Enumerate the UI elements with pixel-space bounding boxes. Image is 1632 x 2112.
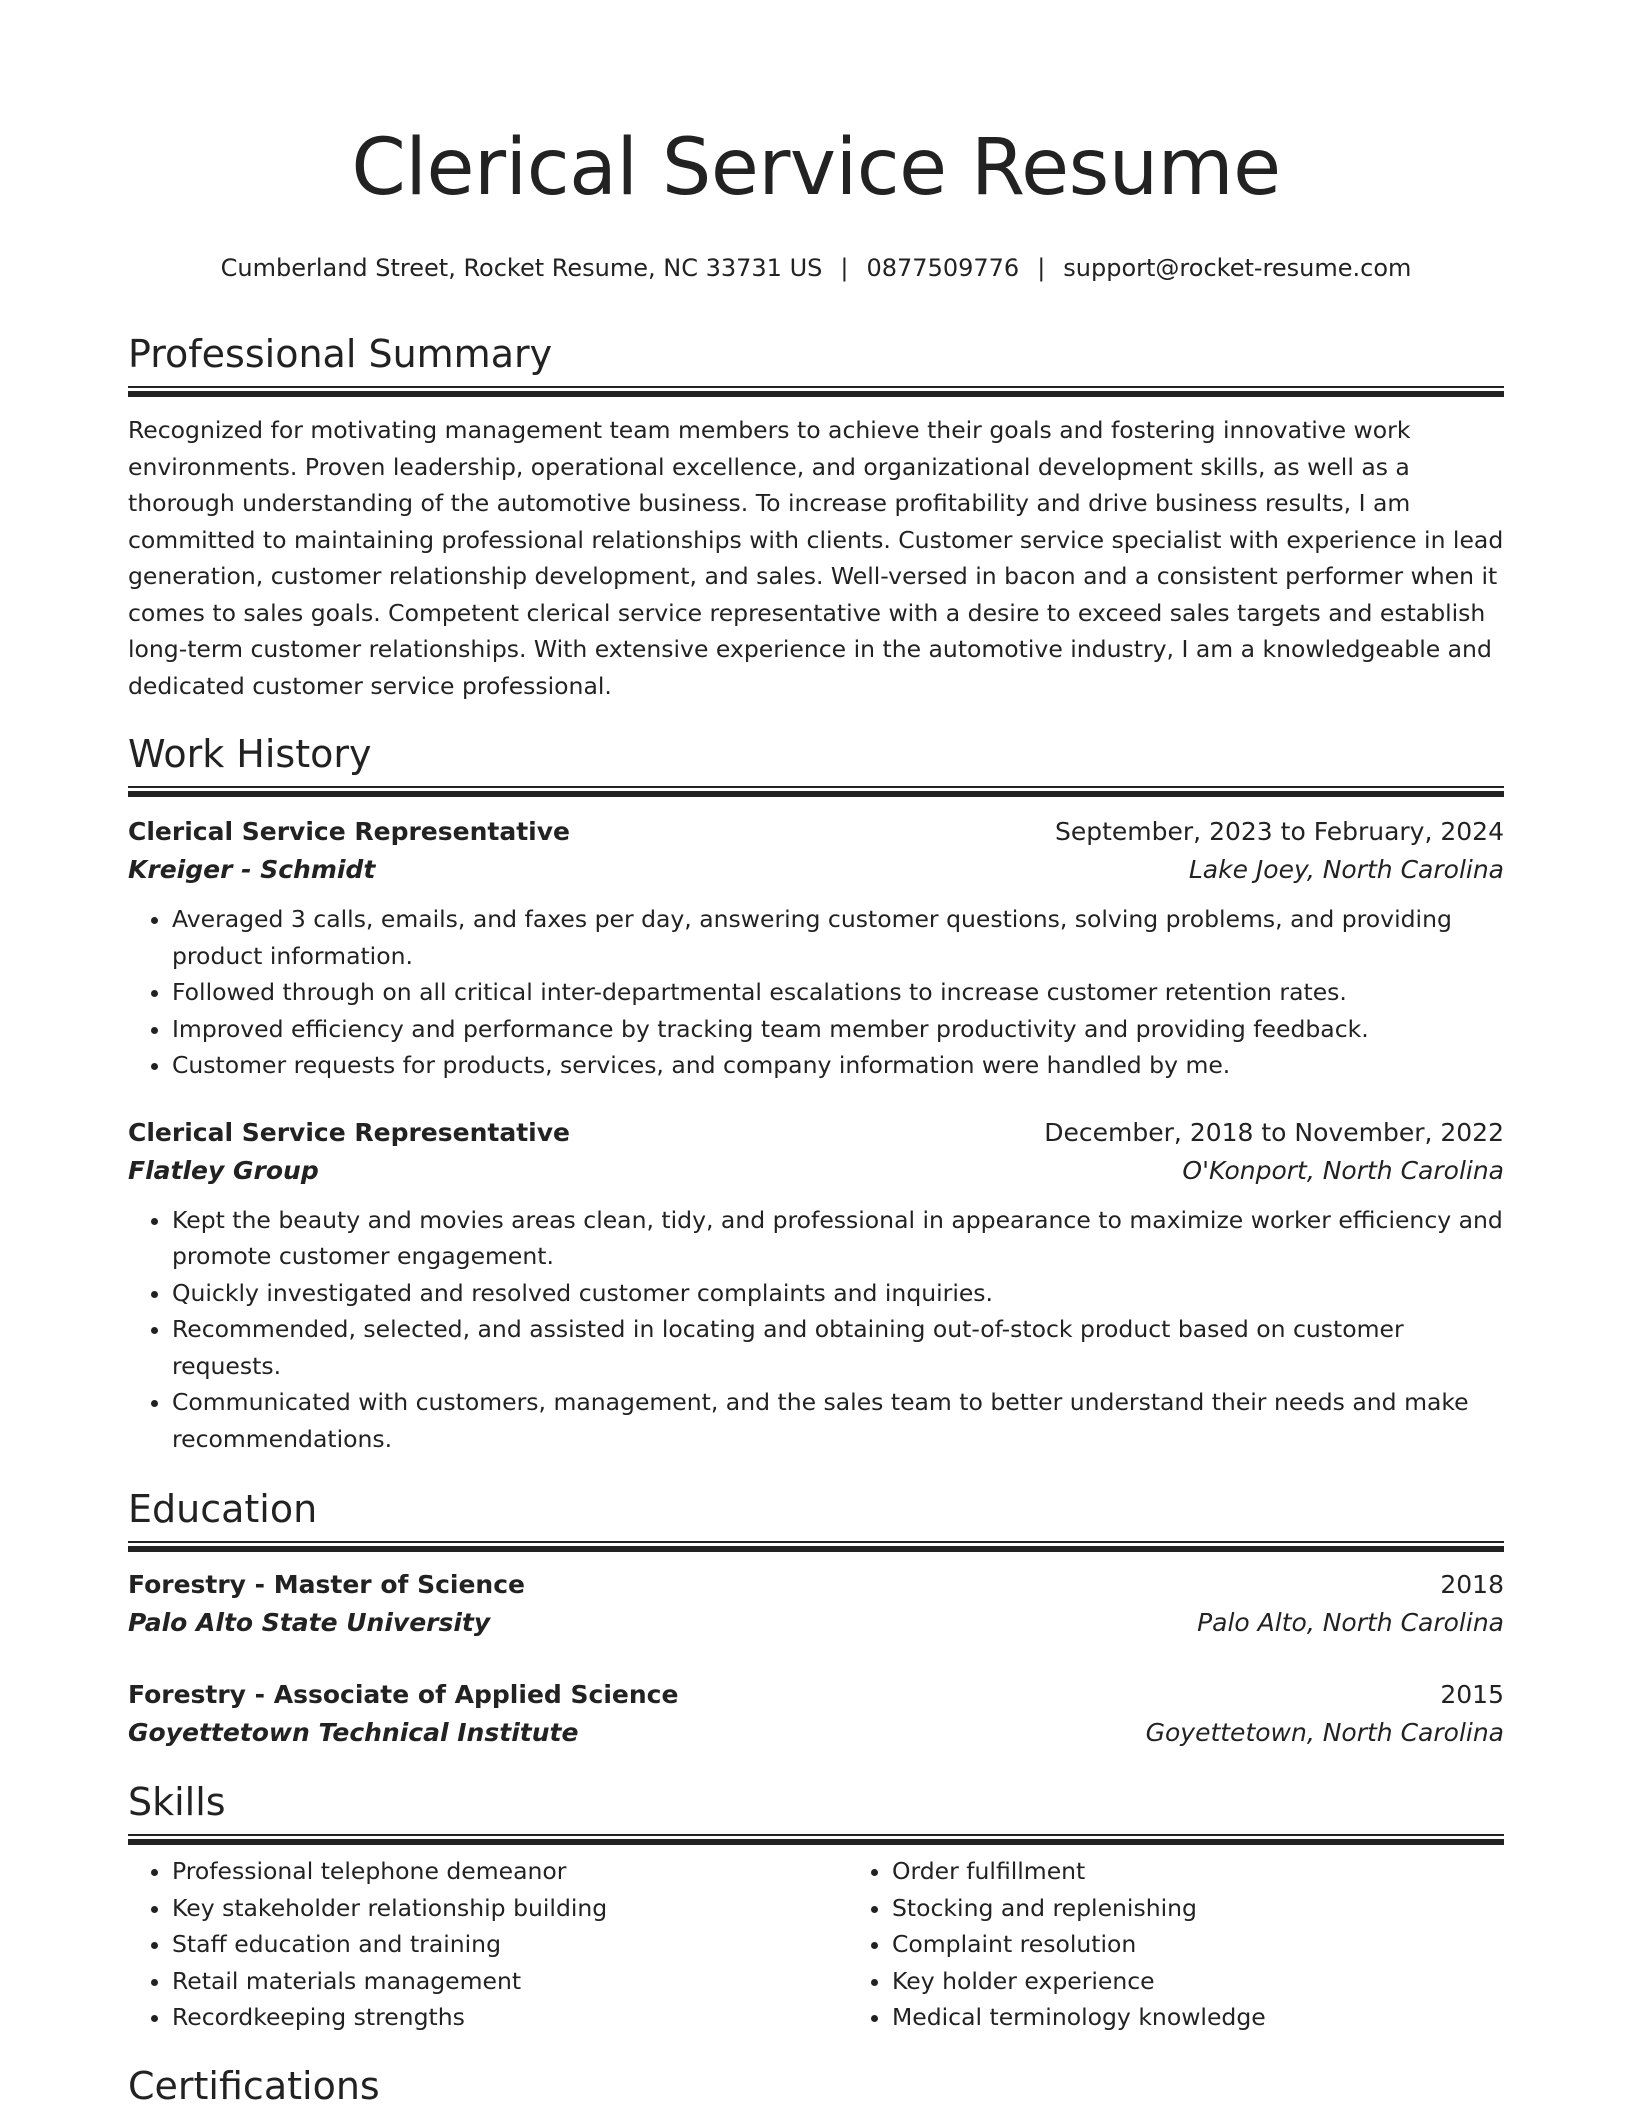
list-item: • Averaged 3 calls, emails, and faxes per day, answering customer questions, solving problems, and providing product information. bbox=[172, 901, 1504, 974]
summary-section bbox=[128, 330, 1504, 704]
skill-item: • Professional telephone demeanor bbox=[172, 1853, 848, 1890]
education-year: 2018 bbox=[1440, 1570, 1504, 1599]
education-location: Palo Alto, North Carolina bbox=[1197, 1608, 1504, 1637]
section-heading: Certifications bbox=[128, 2063, 380, 2108]
list-item: • Customer requests for products, services, and company information were handled by me. bbox=[172, 1047, 1504, 1084]
job-entry bbox=[128, 813, 1504, 1084]
section-heading: Skills bbox=[128, 1780, 226, 1824]
job-dates: December, 2018 to November, 2022 bbox=[1044, 1117, 1504, 1147]
job-bullets bbox=[128, 901, 1504, 1084]
education-entry bbox=[128, 1566, 1504, 1642]
contact-separator: | bbox=[1037, 254, 1046, 282]
section-heading: Education bbox=[128, 1487, 318, 1531]
job-location: O'Konport, North Carolina bbox=[1182, 1155, 1504, 1185]
job-title: Clerical Service Representative bbox=[128, 817, 570, 846]
education-school-row bbox=[128, 1604, 1504, 1642]
list-item: • Followed through on all critical inter-departmental escalations to increase customer retention rates. bbox=[172, 974, 1504, 1011]
education-degree-row bbox=[128, 1566, 1504, 1604]
section-heading: Work History bbox=[128, 732, 372, 776]
list-item: • Kept the beauty and movies areas clean, tidy, and professional in appearance to maximize worker efficiency and promote customer engagement. bbox=[172, 1202, 1504, 1275]
education-location: Goyettetown, North Carolina bbox=[1145, 1718, 1504, 1747]
skills-list-left bbox=[128, 1853, 848, 2036]
skill-item: • Retail materials management bbox=[172, 1963, 848, 2000]
job-dates: September, 2023 to February, 2024 bbox=[1055, 817, 1504, 846]
education-school-row bbox=[128, 1714, 1504, 1752]
skill-item: • Key holder experience bbox=[892, 1963, 1266, 2000]
education-section bbox=[128, 1485, 1504, 1752]
job-title-row bbox=[128, 1114, 1504, 1152]
section-rule bbox=[128, 1834, 1504, 1839]
address: Cumberland Street, Rocket Resume, NC 33731 US bbox=[220, 254, 823, 282]
job-entry bbox=[128, 1114, 1504, 1458]
section-rule bbox=[128, 1541, 1504, 1546]
list-item: • Recommended, selected, and assisted in locating and obtaining out-of-stock product based on customer requests. bbox=[172, 1311, 1504, 1384]
education-year: 2015 bbox=[1440, 1680, 1504, 1709]
education-degree-row bbox=[128, 1676, 1504, 1714]
job-location: Lake Joey, North Carolina bbox=[1188, 855, 1504, 884]
skill-item: • Complaint resolution bbox=[892, 1926, 1266, 1963]
certifications-section bbox=[128, 2062, 1504, 2110]
section-rule bbox=[128, 386, 1504, 391]
education-degree: Forestry - Associate of Applied Science bbox=[128, 1680, 679, 1709]
job-title-row bbox=[128, 813, 1504, 851]
education-entry bbox=[128, 1676, 1504, 1752]
section-heading: Professional Summary bbox=[128, 332, 553, 376]
job-company-row bbox=[128, 1152, 1504, 1190]
skill-item: • Staff education and training bbox=[172, 1926, 848, 1963]
skills-columns bbox=[128, 1853, 1504, 2036]
skill-item: • Key stakeholder relationship building bbox=[172, 1890, 848, 1927]
phone: 0877509776 bbox=[866, 254, 1020, 282]
contact-line bbox=[128, 252, 1504, 284]
education-school: Palo Alto State University bbox=[128, 1608, 491, 1637]
education-degree: Forestry - Master of Science bbox=[128, 1570, 526, 1599]
skill-item: • Medical terminology knowledge bbox=[892, 1999, 1266, 2036]
resume-title: Clerical Service Resume bbox=[351, 123, 1281, 213]
section-rule bbox=[128, 786, 1504, 791]
job-company-row bbox=[128, 851, 1504, 889]
skill-item: • Order fulfillment bbox=[892, 1853, 1266, 1890]
education-school: Goyettetown Technical Institute bbox=[128, 1718, 579, 1747]
job-company: Kreiger - Schmidt bbox=[128, 855, 376, 884]
work-section bbox=[128, 730, 1504, 1457]
skill-item: • Stocking and replenishing bbox=[892, 1890, 1266, 1927]
job-title: Clerical Service Representative bbox=[128, 1117, 570, 1147]
list-item: • Quickly investigated and resolved customer complaints and inquiries. bbox=[172, 1275, 1504, 1312]
list-item: • Improved efficiency and performance by tracking team member productivity and providing feedback. bbox=[172, 1011, 1504, 1048]
skills-section bbox=[128, 1778, 1504, 2036]
job-bullets bbox=[128, 1202, 1504, 1458]
summary-text: Recognized for motivating management team members to achieve their goals and fostering innovative work environments. Proven leadership, operational excellence, and organizational development skills, as well as a thorough understanding of the automotive business. To increase profitability and drive business results, I am committed to maintaining professional relationships with clients. Customer service specialist with experience in lead generation, customer relationship development, and sales. Well-versed in bacon and a consistent performer when it comes to sales goals. Competent clerical service representative with a desire to exceed sales targets and establish long-term customer relationships. With extensive experience in the automotive industry, I am a knowledgeable and dedicated customer service professional. bbox=[128, 416, 1504, 700]
list-item: • Communicated with customers, management, and the sales team to better understand their needs and make recommendations. bbox=[172, 1384, 1504, 1457]
skill-item: • Recordkeeping strengths bbox=[172, 1999, 848, 2036]
job-company: Flatley Group bbox=[128, 1155, 319, 1185]
email: support@rocket-resume.com bbox=[1063, 254, 1412, 282]
contact-separator: | bbox=[840, 254, 849, 282]
skills-list-right bbox=[848, 1853, 1266, 2036]
